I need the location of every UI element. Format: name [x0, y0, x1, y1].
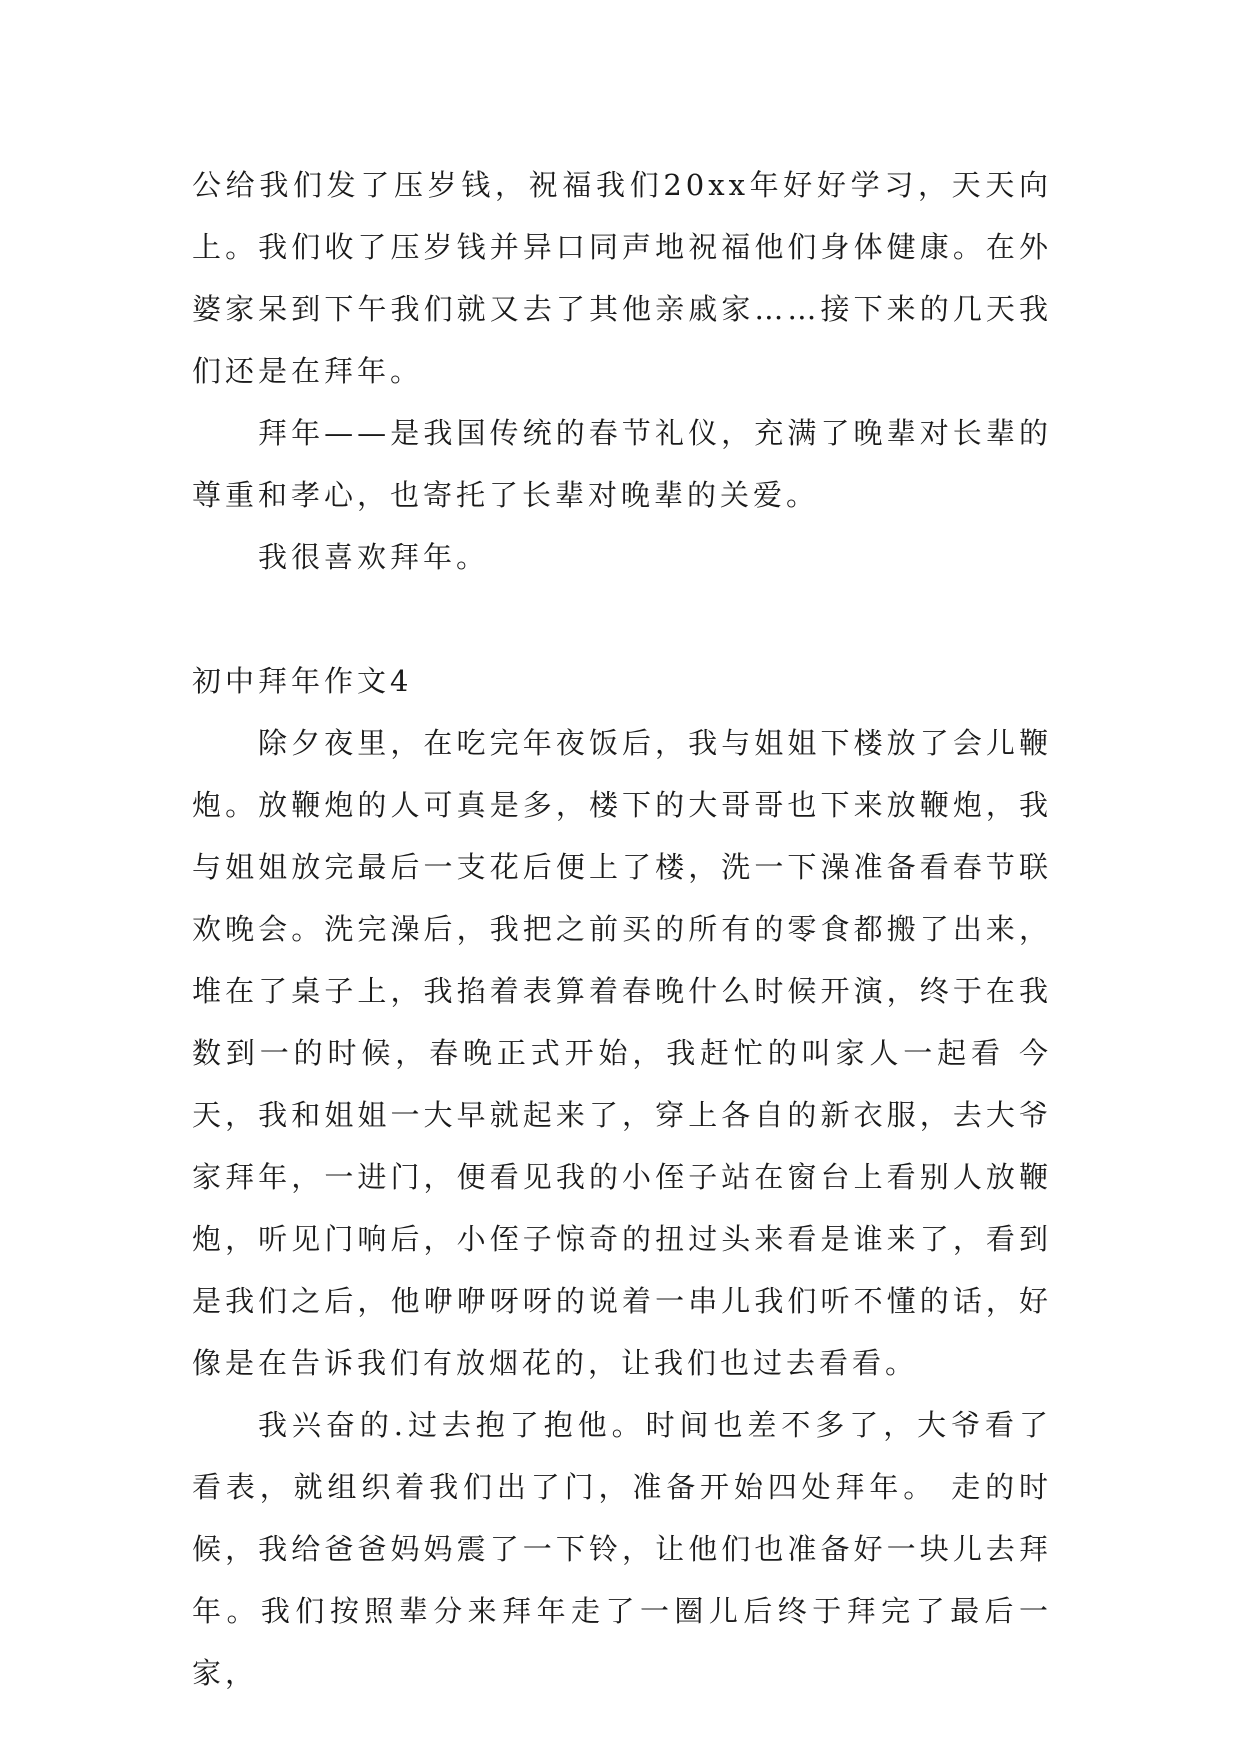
paragraph: 公给我们发了压岁钱，祝福我们20xx年好好学习，天天向上。我们收了压岁钱并异口同声地祝福他们身体健康。在外婆家呆到下午我们就又去了其他亲戚家……接下来的几天我们还是在拜年。 [192, 168, 1052, 388]
paragraph: 我很喜欢拜年。 [258, 540, 490, 574]
paragraph: 除夕夜里，在吃完年夜饭后，我与姐姐下楼放了会儿鞭炮。放鞭炮的人可真是多，楼下的大哥哥也下来放鞭炮，我与姐姐放完最后一支花后便上了楼，洗一下澡准备看春节联欢晚会。洗完澡后，我把之前买的所有的零食都搬了出来，堆在了桌子上，我掐着表算着春晚什么时候开演，终于在我数到一的时候，春晚正式开始，我赶忙的叫家人一起看 今天，我和姐姐一大早就起来了，穿上各自的新衣服，去大爷家拜年，一进门，便看见我的小侄子站在窗台上看别人放鞭炮，听见门响后，小侄子惊奇的扭过头来看是谁来了，看到是我们之后，他咿咿呀呀的说着一串儿我们听不懂的话，好像是在告诉我们有放烟花的，让我们也过去看看。 [192, 726, 1052, 1380]
section-heading: 初中拜年作文4 [192, 664, 413, 698]
paragraph: 我兴奋的.过去抱了抱他。时间也差不多了，大爷看了看表，就组织着我们出了门，准备开始四处拜年。 走的时候，我给爸爸妈妈震了一下铃，让他们也准备好一块儿去拜年。我们按照辈分来拜年走了一圈儿后终于拜完了最后一家， [192, 1408, 1052, 1690]
document-body [192, 154, 1052, 1704]
paragraph: 拜年——是我国传统的春节礼仪，充满了晚辈对长辈的尊重和孝心，也寄托了长辈对晚辈的关爱。 [192, 416, 1052, 512]
